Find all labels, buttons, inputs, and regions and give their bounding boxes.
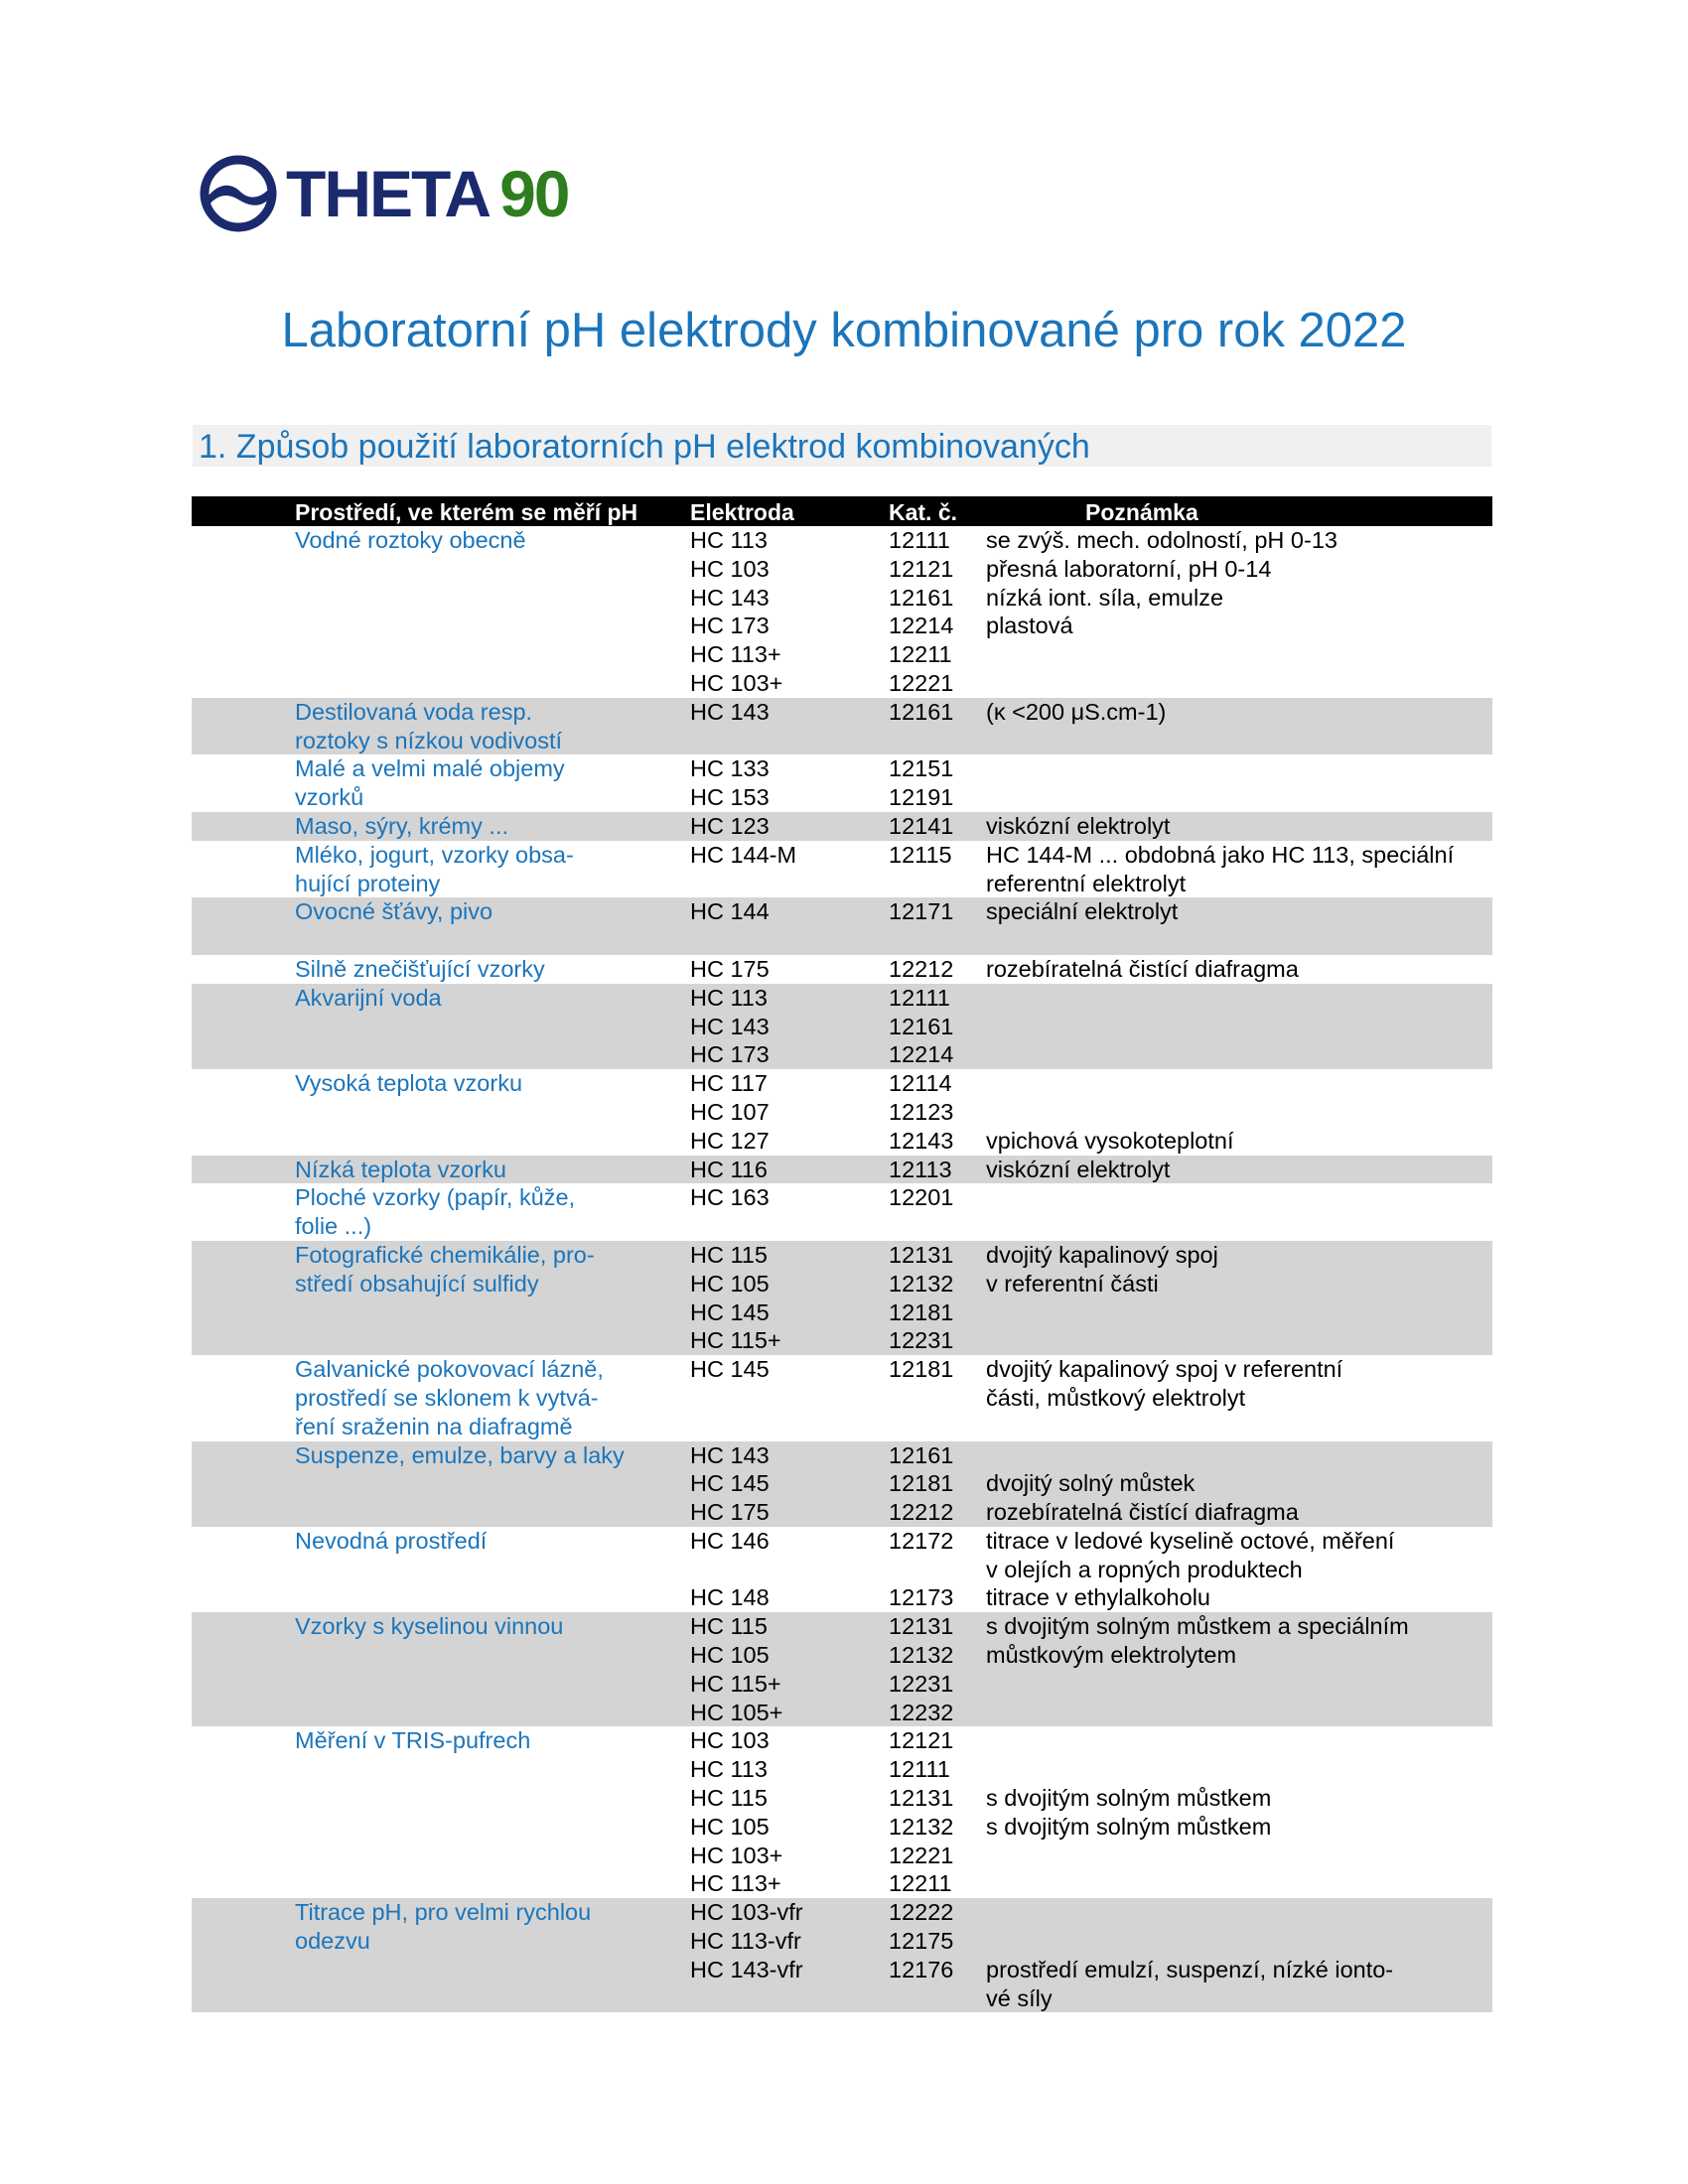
table-row <box>192 1527 1492 1556</box>
table-row <box>192 1670 1492 1699</box>
environment-cell: Měření v TRIS-pufrech <box>295 1727 531 1754</box>
cat-number-cell: 12231 <box>889 1670 954 1697</box>
table-row <box>192 1413 1492 1441</box>
table-row <box>192 1013 1492 1041</box>
note-cell: s dvojitým solným můstkem a speciálním <box>986 1613 1409 1640</box>
electrode-cell: HC 143-vfr <box>690 1956 803 1982</box>
table-row <box>192 1469 1492 1498</box>
note-cell: dvojitý kapalinový spoj v referentní <box>986 1356 1343 1383</box>
electrode-cell: HC 115 <box>690 1785 768 1812</box>
note-cell: viskózní elektrolyt <box>986 1156 1171 1182</box>
table-row-group <box>192 955 1492 984</box>
electrode-cell: HC 116 <box>690 1156 768 1182</box>
environment-cell: Ploché vzorky (papír, kůže, <box>295 1184 576 1211</box>
header-cat: Kat. č. <box>889 499 958 525</box>
page-title: Laboratorní pH elektrody kombinované pro rok 2022 <box>281 304 1407 357</box>
note-cell: speciální elektrolyt <box>986 898 1179 925</box>
table-row <box>192 1441 1492 1470</box>
cat-number-cell: 12114 <box>889 1070 952 1097</box>
cat-number-cell: 12131 <box>889 1241 954 1268</box>
environment-cell: ření sraženin na diafragmě <box>295 1413 573 1439</box>
electrode-cell: HC 107 <box>690 1098 770 1125</box>
electrode-cell: HC 117 <box>690 1070 768 1097</box>
table-row <box>192 1583 1492 1612</box>
cat-number-cell: 12121 <box>889 1727 954 1754</box>
table-row <box>192 1842 1492 1870</box>
electrode-cell: HC 105 <box>690 1642 770 1669</box>
note-cell: HC 144-M ... obdobná jako HC 113, speciální <box>986 841 1455 868</box>
table-row-group <box>192 526 1492 698</box>
table-row-group <box>192 754 1492 812</box>
electrode-cell: HC 105 <box>690 1813 770 1840</box>
electrode-cell: HC 143 <box>690 1441 770 1468</box>
table-row <box>192 1898 1492 1927</box>
cat-number-cell: 12214 <box>889 1041 954 1068</box>
environment-cell: hující proteiny <box>295 870 441 896</box>
table-row <box>192 1098 1492 1127</box>
environment-cell: prostředí se sklonem k vytvá- <box>295 1384 599 1411</box>
table-body <box>192 526 1492 2012</box>
cat-number-cell: 12201 <box>889 1184 954 1211</box>
cat-number-cell: 12123 <box>889 1098 954 1125</box>
electrode-cell: HC 113 <box>690 1756 768 1783</box>
environment-cell: Vodné roztoky obecně <box>295 527 526 553</box>
table-row <box>192 669 1492 698</box>
table-row-group <box>192 1441 1492 1527</box>
table-row-group <box>192 1183 1492 1241</box>
table-row <box>192 1813 1492 1842</box>
electrode-cell: HC 143 <box>690 1013 770 1039</box>
electrode-cell: HC 175 <box>690 1499 770 1526</box>
table-row <box>192 812 1492 841</box>
electrode-cell: HC 115 <box>690 1613 768 1640</box>
table-row <box>192 1641 1492 1670</box>
electrode-cell: HC 115+ <box>690 1327 781 1354</box>
theta-logo-icon <box>199 154 278 233</box>
electrode-cell: HC 103-vfr <box>690 1899 803 1926</box>
cat-number-cell: 12161 <box>889 1441 954 1468</box>
table-row-group <box>192 1527 1492 1612</box>
note-cell: (κ <200 μS.cm-1) <box>986 698 1167 725</box>
table-row-group <box>192 984 1492 1069</box>
electrode-cell: HC 113 <box>690 527 768 553</box>
environment-cell: Silně znečišťující vzorky <box>295 955 545 982</box>
note-cell: přesná laboratorní, pH 0-14 <box>986 555 1272 582</box>
note-cell: nízká iont. síla, emulze <box>986 584 1224 611</box>
electrode-cell: HC 163 <box>690 1184 770 1211</box>
cat-number-cell: 12111 <box>889 527 950 553</box>
table-row-group <box>192 1355 1492 1440</box>
environment-cell: folie ...) <box>295 1213 372 1240</box>
table-row-group <box>192 812 1492 841</box>
note-cell: prostředí emulzí, suspenzí, nízké ionto- <box>986 1956 1394 1982</box>
cat-number-cell: 12173 <box>889 1584 954 1611</box>
note-cell: v olejích a ropných produktech <box>986 1556 1303 1582</box>
electrode-cell: HC 173 <box>690 1041 770 1068</box>
electrode-cell: HC 133 <box>690 755 770 782</box>
note-cell: viskózní elektrolyt <box>986 812 1171 839</box>
electrode-cell: HC 145 <box>690 1356 770 1383</box>
table-row-group <box>192 1156 1492 1184</box>
table-row <box>192 897 1492 926</box>
table-row-group <box>192 841 1492 898</box>
electrode-cell: HC 145 <box>690 1470 770 1497</box>
electrode-cell: HC 115 <box>690 1241 768 1268</box>
table-row-group <box>192 1898 1492 2012</box>
cat-number-cell: 12111 <box>889 984 950 1011</box>
cat-number-cell: 12221 <box>889 669 954 696</box>
table-row <box>192 1556 1492 1584</box>
note-cell: dvojitý solný můstek <box>986 1470 1196 1497</box>
note-cell: s dvojitým solným můstkem <box>986 1813 1272 1840</box>
environment-cell: vzorků <box>295 784 364 811</box>
table-row-group <box>192 1241 1492 1355</box>
table-row <box>192 1956 1492 1984</box>
theta90-logo <box>199 154 569 233</box>
cat-number-cell: 12143 <box>889 1127 954 1154</box>
environment-cell: Destilovaná voda resp. <box>295 698 533 725</box>
table-row <box>192 1927 1492 1956</box>
table-row <box>192 1040 1492 1069</box>
table-row <box>192 1069 1492 1098</box>
table-row <box>192 841 1492 870</box>
electrode-cell: HC 144 <box>690 898 770 925</box>
cat-number-cell: 12121 <box>889 555 954 582</box>
cat-number-cell: 12191 <box>889 784 954 811</box>
table-row <box>192 526 1492 555</box>
environment-cell: Akvarijní voda <box>295 984 442 1011</box>
cat-number-cell: 12172 <box>889 1527 954 1554</box>
cat-number-cell: 12132 <box>889 1642 954 1669</box>
note-cell: titrace v ledové kyselině octové, měření <box>986 1527 1395 1554</box>
cat-number-cell: 12141 <box>889 812 954 839</box>
environment-cell: Galvanické pokovovací lázně, <box>295 1356 604 1383</box>
note-cell: můstkovým elektrolytem <box>986 1642 1237 1669</box>
table-row <box>192 1355 1492 1384</box>
table-row <box>192 555 1492 584</box>
cat-number-cell: 12131 <box>889 1785 954 1812</box>
electrode-cell: HC 113+ <box>690 1870 781 1897</box>
note-cell: části, můstkový elektrolyt <box>986 1384 1246 1411</box>
cat-number-cell: 12231 <box>889 1327 954 1354</box>
table-row-group <box>192 698 1492 755</box>
environment-cell: Nízká teplota vzorku <box>295 1156 506 1182</box>
electrode-cell: HC 148 <box>690 1584 770 1611</box>
environment-cell: Malé a velmi malé objemy <box>295 755 565 782</box>
environment-cell: středí obsahující sulfidy <box>295 1270 539 1297</box>
cat-number-cell: 12151 <box>889 755 954 782</box>
cat-number-cell: 12115 <box>889 841 952 868</box>
electrode-cell: HC 153 <box>690 784 770 811</box>
electrode-cell: HC 146 <box>690 1527 770 1554</box>
note-cell: vpichová vysokoteplotní <box>986 1127 1234 1154</box>
environment-cell: Suspenze, emulze, barvy a laky <box>295 1441 625 1468</box>
electrode-cell: HC 127 <box>690 1127 770 1154</box>
table-row <box>192 1183 1492 1212</box>
note-cell: plastová <box>986 613 1073 639</box>
note-cell: v referentní části <box>986 1270 1159 1297</box>
environment-cell: Vzorky s kyselinou vinnou <box>295 1613 564 1640</box>
cat-number-cell: 12212 <box>889 955 954 982</box>
electrode-cell: HC 103+ <box>690 1842 783 1868</box>
table-row-group <box>192 897 1492 955</box>
header-note: Poznámka <box>1085 499 1198 525</box>
environment-cell: Fotografické chemikálie, pro- <box>295 1241 595 1268</box>
electrode-cell: HC 173 <box>690 613 770 639</box>
table-row <box>192 754 1492 783</box>
table-row <box>192 1612 1492 1641</box>
cat-number-cell: 12214 <box>889 613 954 639</box>
note-cell: titrace v ethylalkoholu <box>986 1584 1210 1611</box>
cat-number-cell: 12181 <box>889 1356 954 1383</box>
note-cell: rozebíratelná čistící diafragma <box>986 955 1299 982</box>
electrode-cell: HC 103 <box>690 1727 770 1754</box>
cat-number-cell: 12161 <box>889 1013 954 1039</box>
note-cell: se zvýš. mech. odolností, pH 0-13 <box>986 527 1337 553</box>
electrode-table <box>192 496 1492 2012</box>
cat-number-cell: 12211 <box>889 641 952 668</box>
cat-number-cell: 12161 <box>889 584 954 611</box>
cat-number-cell: 12111 <box>889 1756 950 1783</box>
table-row <box>192 612 1492 640</box>
table-row <box>192 926 1492 955</box>
table-row <box>192 1298 1492 1327</box>
table-row <box>192 1755 1492 1784</box>
table-row <box>192 1326 1492 1355</box>
electrode-cell: HC 175 <box>690 955 770 982</box>
environment-cell: Mléko, jogurt, vzorky obsa- <box>295 841 574 868</box>
cat-number-cell: 12221 <box>889 1842 954 1868</box>
table-row-group <box>192 1069 1492 1155</box>
table-row <box>192 1869 1492 1898</box>
table-row <box>192 1726 1492 1755</box>
cat-number-cell: 12161 <box>889 698 954 725</box>
cat-number-cell: 12131 <box>889 1613 954 1640</box>
note-cell: rozebíratelná čistící diafragma <box>986 1499 1299 1526</box>
environment-cell: roztoky s nízkou vodivostí <box>295 727 563 753</box>
table-row <box>192 640 1492 669</box>
table-row <box>192 1699 1492 1727</box>
table-row <box>192 1212 1492 1241</box>
logo-theta-text: THETA <box>286 157 491 230</box>
note-cell: s dvojitým solným můstkem <box>986 1785 1272 1812</box>
table-row <box>192 870 1492 898</box>
logo-number-text: 90 <box>499 157 569 230</box>
electrode-cell: HC 113 <box>690 984 768 1011</box>
electrode-cell: HC 143 <box>690 698 770 725</box>
note-cell: vé síly <box>986 1984 1053 2011</box>
table-header <box>192 496 1492 526</box>
table-row <box>192 1784 1492 1813</box>
table-row <box>192 1270 1492 1298</box>
environment-cell: Ovocné šťávy, pivo <box>295 898 493 925</box>
electrode-cell: HC 115+ <box>690 1670 781 1697</box>
table-row <box>192 584 1492 613</box>
header-environment: Prostředí, ve kterém se měří pH <box>295 499 638 525</box>
electrode-cell: HC 105+ <box>690 1699 783 1725</box>
table-row <box>192 955 1492 984</box>
table-row <box>192 727 1492 755</box>
electrode-cell: HC 103 <box>690 555 770 582</box>
cat-number-cell: 12212 <box>889 1499 954 1526</box>
note-cell: referentní elektrolyt <box>986 870 1187 896</box>
electrode-cell: HC 113-vfr <box>690 1928 801 1955</box>
electrode-cell: HC 103+ <box>690 669 783 696</box>
electrode-cell: HC 145 <box>690 1298 770 1325</box>
table-row <box>192 984 1492 1013</box>
table-row <box>192 1384 1492 1413</box>
electrode-cell: HC 113+ <box>690 641 781 668</box>
table-row <box>192 1127 1492 1156</box>
environment-cell: Nevodná prostředí <box>295 1527 488 1554</box>
environment-cell: Maso, sýry, krémy ... <box>295 812 508 839</box>
table-row <box>192 1984 1492 2013</box>
table-row <box>192 1241 1492 1270</box>
cat-number-cell: 12132 <box>889 1813 954 1840</box>
electrode-cell: HC 143 <box>690 584 770 611</box>
note-cell: dvojitý kapalinový spoj <box>986 1241 1218 1268</box>
table-row <box>192 698 1492 727</box>
cat-number-cell: 12181 <box>889 1298 954 1325</box>
cat-number-cell: 12181 <box>889 1470 954 1497</box>
cat-number-cell: 12176 <box>889 1956 954 1982</box>
cat-number-cell: 12222 <box>889 1899 954 1926</box>
electrode-cell: HC 144-M <box>690 841 797 868</box>
cat-number-cell: 12132 <box>889 1270 954 1297</box>
table-row <box>192 1156 1492 1184</box>
header-electrode: Elektroda <box>690 499 794 525</box>
electrode-cell: HC 123 <box>690 812 770 839</box>
section-heading: 1. Způsob použití laboratorních pH elektrod kombinovaných <box>193 425 1491 467</box>
cat-number-cell: 12171 <box>889 898 954 925</box>
table-row-group <box>192 1726 1492 1898</box>
cat-number-cell: 12232 <box>889 1699 954 1725</box>
cat-number-cell: 12175 <box>889 1928 954 1955</box>
electrode-cell: HC 105 <box>690 1270 770 1297</box>
environment-cell: odezvu <box>295 1928 370 1955</box>
table-row-group <box>192 1612 1492 1726</box>
cat-number-cell: 12113 <box>889 1156 952 1182</box>
environment-cell: Vysoká teplota vzorku <box>295 1070 523 1097</box>
cat-number-cell: 12211 <box>889 1870 952 1897</box>
table-row <box>192 1498 1492 1527</box>
environment-cell: Titrace pH, pro velmi rychlou <box>295 1899 592 1926</box>
table-row <box>192 783 1492 812</box>
